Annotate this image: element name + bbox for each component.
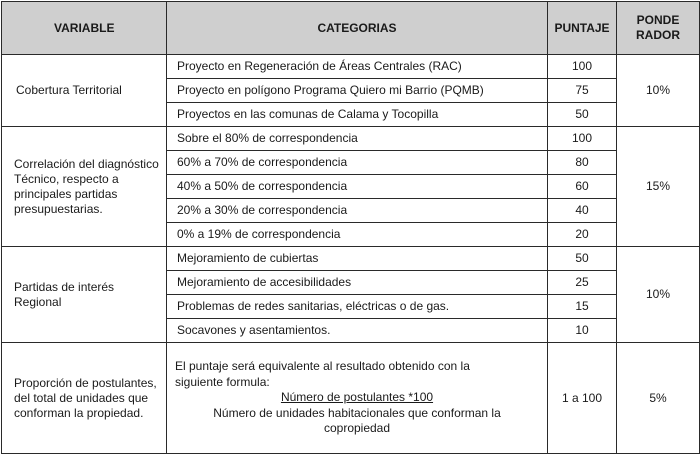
puntaje-cell: 100 [548,127,617,151]
header-ponderador [617,2,700,55]
categoria-cell: Socavones y asentamientos. [167,319,548,343]
categoria-cell: Proyecto en polígono Programa Quiero mi Barrio (PQMB) [167,79,548,103]
puntaje-cell: 10 [548,319,617,343]
table-row [2,343,700,454]
table-row [2,127,700,151]
formula-numerator: Número de postulantes *100 [280,390,434,405]
header-puntaje: PUNTAJE [548,2,617,55]
puntaje-cell: 1 a 100 [548,343,617,454]
header-variable: VARIABLE [2,2,167,55]
variable-proporcion-postulantes: Proporción de postulantes, del total de unidades que conforman la propiedad. [2,343,167,454]
table-row [2,247,700,271]
puntaje-cell: 50 [548,247,617,271]
ponderador-cell: 15% [617,127,700,247]
puntaje-cell: 80 [548,151,617,175]
ponderador-cell: 10% [617,247,700,343]
formula-intro-line1: El puntaje será equivalente al resultado obtenido con la [175,359,470,374]
variable-partidas-interes-regional: Partidas de interés Regional [2,247,167,343]
categoria-cell: Proyectos en las comunas de Calama y Tocopilla [167,103,548,127]
categoria-cell: 40% a 50% de correspondencia [167,175,548,199]
puntaje-cell: 25 [548,271,617,295]
formula-intro-line2: siguiente formula: [175,374,270,389]
puntaje-cell: 60 [548,175,617,199]
scoring-table [1,1,700,454]
categoria-cell: Mejoramiento de cubiertas [167,247,548,271]
categoria-cell: Mejoramiento de accesibilidades [167,271,548,295]
formula-cell [167,343,548,454]
variable-cobertura-territorial: Cobertura Territorial [2,55,167,127]
puntaje-cell: 15 [548,295,617,319]
categoria-cell: Sobre el 80% de correspondencia [167,127,548,151]
ponderador-cell: 10% [617,55,700,127]
puntaje-cell: 100 [548,55,617,79]
puntaje-cell: 20 [548,223,617,247]
header-categorias: CATEGORIAS [167,2,548,55]
categoria-cell: Proyecto en Regeneración de Áreas Centrales (RAC) [167,55,548,79]
header-row [2,2,700,55]
categoria-cell: 20% a 30% de correspondencia [167,199,548,223]
puntaje-cell: 40 [548,199,617,223]
header-ponderador-line1: PONDE [636,13,680,27]
puntaje-cell: 75 [548,79,617,103]
categoria-cell: 60% a 70% de correspondencia [167,151,548,175]
puntaje-cell: 50 [548,103,617,127]
variable-correlacion-diagnostico: Correlación del diagnóstico Técnico, respecto a principales partidas presupuestarias. [2,127,167,247]
categoria-cell: 0% a 19% de correspondencia [167,223,548,247]
formula-denominator-line1: Número de unidades habitacionales que conforman la [213,405,501,420]
formula-denominator-line2: copropiedad [323,421,391,436]
categoria-cell: Problemas de redes sanitarias, eléctricas o de gas. [167,295,548,319]
table-row [2,55,700,79]
ponderador-cell: 5% [617,343,700,454]
header-ponderador-line2: RADOR [636,28,680,42]
